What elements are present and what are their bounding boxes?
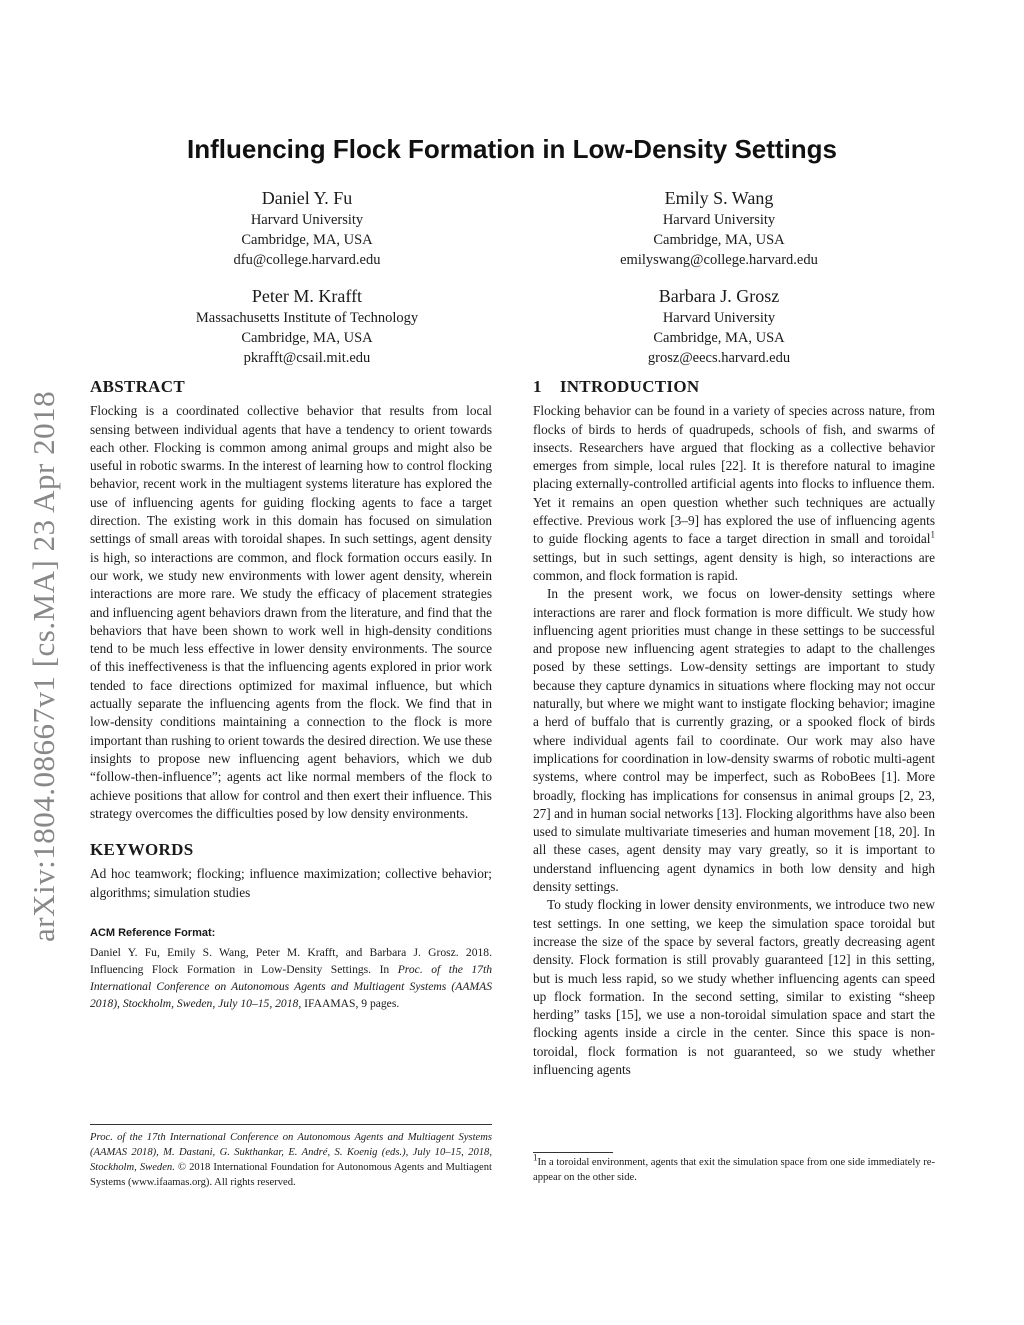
abstract-text: Flocking is a coordinated collective behavior that results from local sensing between individual agents that have a tendency to orient towards each other. Flocking is common among animal groups and might also be useful in robotic swarms. In the interest of learning how to control flocking behavior, recent work in the multiagent systems literature has explored the use of influencing agents for guiding flocking agents to face a target direction. The existing work in this domain has focused on simulation settings of small areas with toroidal shapes. In such settings, agent density is high, so interactions are common, and flock formation occurs easily. In our work, we study new environments with lower agent density, wherein interactions are more rare. We study the efficacy of placement strategies and influencing agent behaviors drawn from the literature, and find that the behaviors that have been shown to work well in high-density conditions tend to be much less effective in lower density environments. The source of this ineffectiveness is that the influencing agents explored in prior work tended to face directions optimized for maximal influence, but which actually separate the influencing agents from the flock. We find that in low-density conditions maintaining a connection to the flock is more important than rushing to orient towards the desired direction. We use these insights to propose new influencing agent behaviors, which we dub “follow-then-influence”; agents act like normal members of the flock to achieve positions that allow for control and then exert their influence. This strategy overcomes the difficulties posed by low density environments. xyxy=(90,403,492,821)
section-number: 1 xyxy=(533,377,542,396)
acm-reference-text xyxy=(90,944,492,1012)
author-name: Daniel Y. Fu xyxy=(261,188,353,208)
acm-reference-venue: Proc. of the 17th International Conference on Autonomous Agents and Multiagent Systems (AAMAS 2018), Stockholm, Sweden, July 10–15, 2018, xyxy=(90,963,492,1011)
copyright-venue: Proc. of the 17th International Conference on Autonomous Agents and Multiagent Systems (AAMAS 2018), M. Dastani, G. Sukthankar, E. André, S. Koenig (eds.), July 10–15, 2018, Stockholm, Sweden. xyxy=(90,1132,492,1173)
author-block xyxy=(137,284,477,368)
author-location: Cambridge, MA, USA xyxy=(653,330,785,346)
intro-paragraph-text: settings, but in such settings, agent density is high, so interactions are common, and flock formation is rapid. xyxy=(533,549,935,583)
author-name: Emily S. Wang xyxy=(664,188,774,208)
author-email: emilyswang@college.harvard.edu xyxy=(620,252,818,268)
author-name: Barbara J. Grosz xyxy=(658,286,780,306)
author-affiliation: Harvard University xyxy=(662,310,776,326)
keywords-text: Ad hoc teamwork; flocking; influence maximization; collective behavior; algorithms; simulation studies xyxy=(90,866,492,900)
left-column xyxy=(90,378,492,1012)
author-location: Cambridge, MA, USA xyxy=(241,330,373,346)
acm-reference xyxy=(90,924,492,1012)
arxiv-stamp-text: arXiv:1804.08667v1 [cs.MA] 23 Apr 2018 xyxy=(26,390,61,942)
author-affiliation: Massachusetts Institute of Technology xyxy=(195,310,419,326)
intro-paragraph: In the present work, we focus on lower-density settings where interactions are rarer and flock formation is more difficult. We study how influencing agent priorities must change in these settings to be successful and propose new influencing agent strategies to adapt to the challenges posed by these settings. Low-density settings are important to study because they capture dynamics in situations where flocking may not occur naturally, but where we might want to instigate flocking behavior; imagine a herd of buffalo that is currently grazing, or a spooked flock of birds where individual agents fail to coordinate. Our work may also have implications for coordination in low-density swarms of robotic multi-agent systems, where control may be imperfect, such as RoboBees [1]. More broadly, flocking has implications for consensus in animal groups [2, 23, 27] and in human social networks [13]. Flocking algorithms have also been used to simulate multivariate timeseries and human movement [18, 20]. In all these cases, agent density may vary greatly, so it is important to understand influencing agent dynamics in both low density and high density settings. xyxy=(533,586,935,895)
introduction-heading xyxy=(533,378,935,396)
acm-reference-authors: Daniel Y. Fu, Emily S. Wang, Peter M. Krafft, and Barbara J. Grosz. 2018. Influencing Flock Formation in Low-Density Settings. In xyxy=(90,946,492,977)
author-block xyxy=(549,284,889,368)
author-block xyxy=(549,186,889,270)
copyright-footnote xyxy=(90,1130,492,1190)
author-block xyxy=(137,186,477,270)
author-email: dfu@college.harvard.edu xyxy=(233,252,381,268)
footnote-rule xyxy=(533,1152,613,1153)
author-location: Cambridge, MA, USA xyxy=(241,232,373,248)
keywords-heading: KEYWORDS xyxy=(90,840,194,860)
footnote-rule xyxy=(90,1124,492,1125)
author-affiliation: Harvard University xyxy=(250,212,364,228)
paper-title: Influencing Flock Formation in Low-Density Settings xyxy=(186,134,838,164)
acm-reference-tail: IFAAMAS, 9 pages. xyxy=(301,997,400,1011)
arxiv-stamp xyxy=(20,345,66,945)
copyright-tail: © 2018 International Foundation for Autonomous Agents and Multiagent Systems (www.ifaamas.org). All rights reserved. xyxy=(90,1162,492,1188)
toroidal-footnote xyxy=(533,1152,935,1185)
intro-paragraph xyxy=(533,402,935,585)
acm-reference-heading: ACM Reference Format: xyxy=(90,927,216,940)
section-title: INTRODUCTION xyxy=(559,377,700,396)
footnote-marker: 1 xyxy=(930,529,935,540)
author-affiliation: Harvard University xyxy=(662,212,776,228)
author-location: Cambridge, MA, USA xyxy=(653,232,785,248)
intro-paragraph-text: Flocking behavior can be found in a variety of species across nature, from flocks of birds to herds of quadrupeds, schools of fish, and swarms of insects. Researchers have argued that flocking as a collective behavior emerges from simple, local rules [22]. It is therefore natural to imagine placing externally-controlled artificial agents into flocks to influence them. Yet it remains an open question whether such techniques are actually effective. Previous work [3–9] has explored the use of influencing agents to guide flocking agents to face a target direction in small and toroidal xyxy=(533,403,935,547)
author-email: pkrafft@csail.mit.edu xyxy=(243,350,371,366)
right-column xyxy=(533,378,935,1079)
author-email: grosz@eecs.harvard.edu xyxy=(647,350,791,366)
abstract-heading: ABSTRACT xyxy=(90,377,185,396)
author-name: Peter M. Krafft xyxy=(251,286,363,306)
footnote-text: In a toroidal environment, agents that exit the simulation space from one side immediately re-appear on the other side. xyxy=(533,1157,935,1183)
intro-paragraph: To study flocking in lower density environments, we introduce two new test settings. In one setting, we keep the simulation space toroidal but increase the size of the space by several factors, greatly decreasing agent density. Flock formation is still provably guaranteed [12] in this setting, but is much less rapid, so we study whether influencing agents can speed up flock formation. In the second setting, similar to existing “sheep herding” tasks [15], we use a non-toroidal simulation space and start the flocking agents inside a circle in the center. Since this space is non-toroidal, flock formation is not guaranteed, so we study whether influencing agents xyxy=(533,897,935,1077)
footnote-number: 1 xyxy=(533,1152,538,1163)
